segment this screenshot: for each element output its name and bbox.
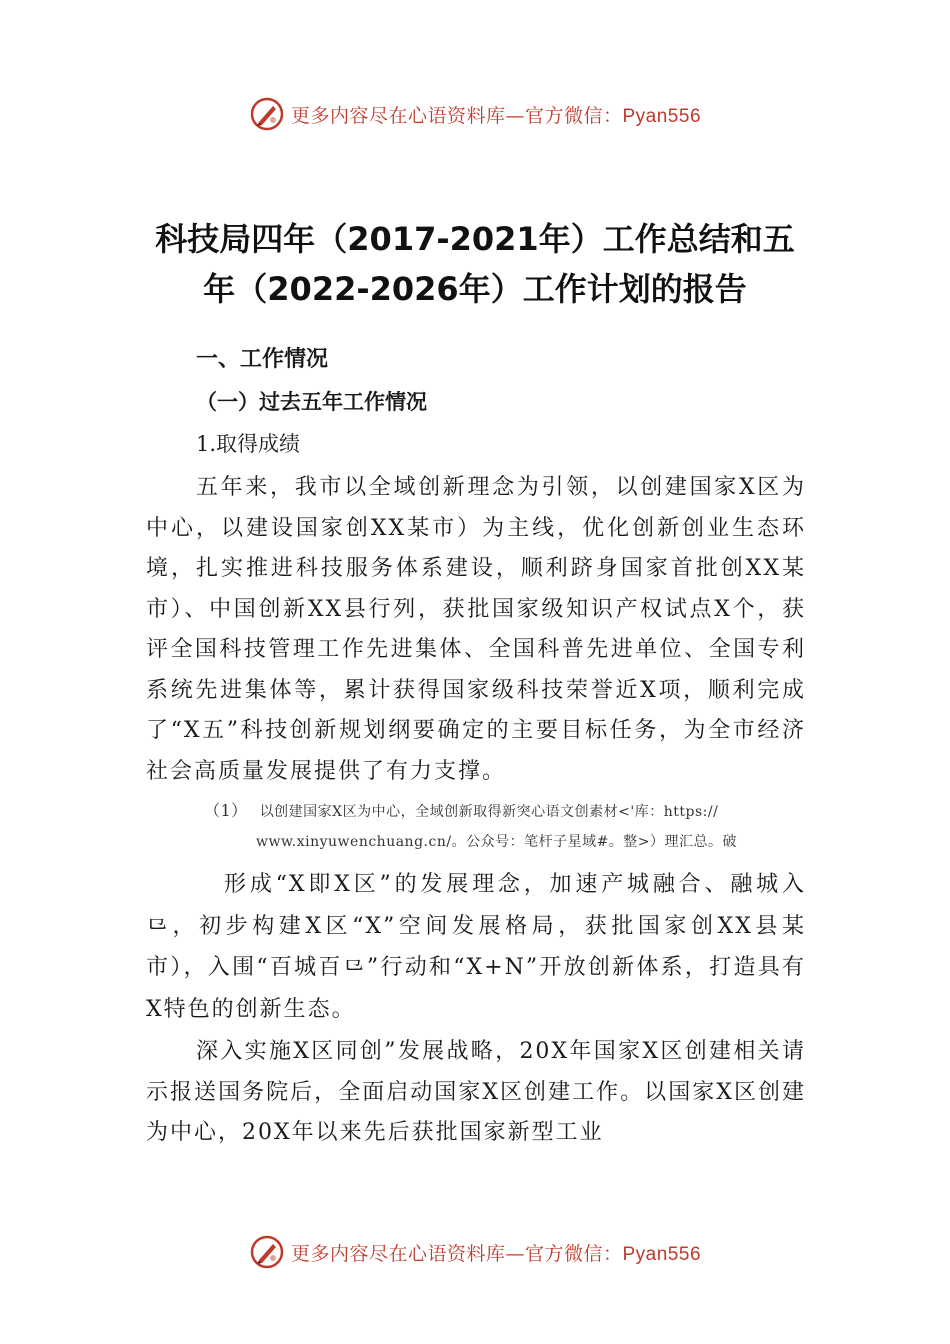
wechat-id: Pyan556	[622, 105, 702, 127]
banner-text: 更多内容尽在心语资料库—官方微信：Pyan556	[290, 1242, 702, 1265]
section-heading: 一、工作情况	[196, 347, 329, 372]
wechat-id: Pyan556	[622, 1243, 702, 1265]
paragraph-2: 形成“X即X区”的发展理念，加速产城融合、融城入⺋，初步构建X区“X”空间发展格局，获批国家创XX县某市），入围“百城百⺋”行动和“X+N”开放创新体系，打造具有 X特色的创新生态。	[146, 872, 806, 1022]
title-line-1: 科技局四年（2017-2021年）工作总结和五	[155, 220, 795, 258]
paragraph-3: 深入实施X区同创”发展战略，20X年国家X区创建相关请示报送国务院后，全面启动国家X区创建工作。以国家X区创建为中心，20X年以来先后获批国家新型工业	[146, 1039, 806, 1145]
item-heading: 1.取得成绩	[196, 432, 301, 456]
subsection-heading: （一）过去五年工作情况	[196, 389, 427, 414]
title-line-2: 年（2022-2026年）工作计划的报告	[203, 270, 747, 308]
pen-logo-icon	[249, 1234, 285, 1270]
footnote-number: （1）	[204, 801, 248, 820]
document-title	[120, 214, 830, 314]
header-banner	[0, 94, 950, 134]
paragraph-1: 五年来，我市以全域创新理念为引领，以创建国家X区为中心，以建设国家创XX某市）为主线，优化创新创业生态环境，扎实推进科技服务体系建设，顺利跻身国家首批创XX某市）、中国创新XX县行列，获批国家级知识产权试点X个，获评全国科技管理工作先进集体、全国科普先进单位、全国专利系统先进集体等，累计获得国家级科技荣誉近X项，顺利完成了“X五”科技创新规划纲要确定的主要目标任务，为全市经济社会高质量发展提供了有力支撑。	[146, 475, 806, 784]
footer-banner	[0, 1232, 950, 1272]
pen-logo-icon	[249, 96, 285, 132]
footnote-line-2: www.xinyuwenchuang.cn/。公众号：笔杆子星域#。整>）理汇总。破	[256, 834, 738, 850]
footnote-line-1: 以创建国家X区为中心，全域创新取得新突心语文创素材<'库：https://	[259, 804, 719, 820]
banner-text: 更多内容尽在心语资料库—官方微信：Pyan556	[290, 104, 702, 127]
footnote	[204, 796, 820, 857]
